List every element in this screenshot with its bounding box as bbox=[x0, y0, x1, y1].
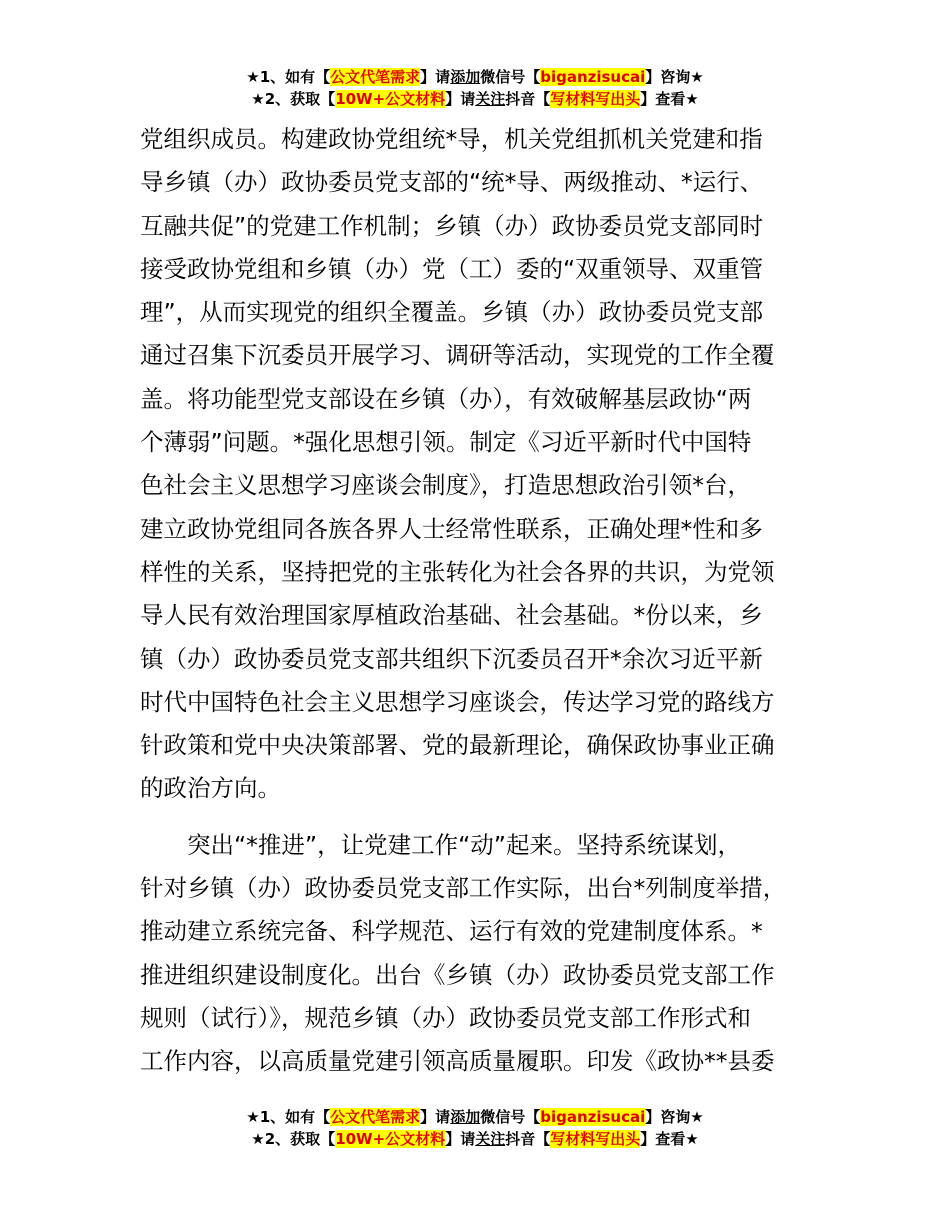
text-line: 接受政协党组和乡镇（办）党（工）委的“双重领导、双重管 bbox=[140, 254, 764, 283]
promo-underlined: 关注 bbox=[475, 90, 506, 108]
promo-highlight: 公文代笔需求 bbox=[330, 68, 421, 86]
text-line: 理”，从而实现党的组织全覆盖。乡镇（办）政协委员党支部 bbox=[140, 298, 764, 327]
text-line: 建立政协党组同各族各界人士经常性联系，正确处理*性和多 bbox=[140, 514, 763, 543]
promo-text: 】咨询★ bbox=[645, 68, 704, 86]
promo-text: 】请 bbox=[445, 1130, 476, 1148]
text-line: 的政治方向。 bbox=[140, 774, 281, 803]
promo-text: ★2、获取【 bbox=[251, 90, 336, 108]
text-line: 导乡镇（办）政协委员党支部的“统*导、两级推动、*运行、 bbox=[140, 168, 764, 197]
text-line: 推进组织建设制度化。出台《乡镇（办）政协委员党支部工作 bbox=[140, 960, 775, 989]
promo-wechat-id: biganzisucai bbox=[540, 68, 646, 86]
promo-line-2 bbox=[0, 88, 950, 110]
text-line: 样性的关系，坚持把党的主张转化为社会各界的共识，为党领 bbox=[140, 557, 775, 586]
promo-text: ★1、如有【 bbox=[246, 68, 331, 86]
promo-highlight: 10W+公文材料 bbox=[335, 90, 446, 108]
promo-text: 】咨询★ bbox=[645, 1108, 704, 1126]
text-line: 规则（试行）》，规范乡镇（办）政协委员党支部工作形式和 bbox=[140, 1003, 751, 1032]
text-line: 色社会主义思想学习座谈会制度》，打造思想政治引领*台， bbox=[140, 471, 751, 500]
bottom-promo-banner bbox=[0, 1106, 950, 1150]
text-line: 通过召集下沉委员开展学习、调研等活动，实现党的工作全覆 bbox=[140, 341, 775, 370]
promo-text: 微信号【 bbox=[480, 68, 541, 86]
document-body bbox=[140, 118, 840, 1084]
promo-text: 】查看★ bbox=[640, 1130, 699, 1148]
promo-text: ★1、如有【 bbox=[246, 1108, 331, 1126]
text-line: 镇（办）政协委员党支部共组织下沉委员召开*余次习近平新 bbox=[140, 644, 763, 673]
text-line: 互融共促”的党建工作机制；乡镇（办）政协委员党支部同时 bbox=[140, 211, 764, 240]
promo-highlight: 公文代笔需求 bbox=[330, 1108, 421, 1126]
top-promo-banner bbox=[0, 66, 950, 110]
paragraph-spacer bbox=[140, 811, 840, 824]
promo-line-2 bbox=[0, 1128, 950, 1150]
promo-underlined: 关注 bbox=[475, 1130, 506, 1148]
promo-text: 抖音【 bbox=[505, 1130, 551, 1148]
text-line: 个薄弱”问题。*强化思想引领。制定《习近平新时代中国特 bbox=[140, 428, 752, 457]
promo-text: 】请 bbox=[420, 68, 451, 86]
text-line: 针对乡镇（办）政协委员党支部工作实际，出台*列制度举措， bbox=[140, 874, 787, 903]
text-line: 导人民有效治理国家厚植政治基础、社会基础。*份以来，乡 bbox=[140, 601, 763, 630]
promo-highlight: 10W+公文材料 bbox=[335, 1130, 446, 1148]
promo-line-1 bbox=[0, 1106, 950, 1128]
promo-douyin-name: 写材料写出头 bbox=[550, 1130, 641, 1148]
promo-text: 抖音【 bbox=[505, 90, 551, 108]
text-line: 突出“*推进”，让党建工作“动”起来。坚持系统谋划， bbox=[187, 830, 741, 859]
paragraph-2 bbox=[140, 824, 840, 1084]
promo-underlined: 添加 bbox=[450, 1108, 481, 1126]
promo-text: 】请 bbox=[420, 1108, 451, 1126]
promo-douyin-name: 写材料写出头 bbox=[550, 90, 641, 108]
text-line: 针政策和党中央决策部署、党的最新理论，确保政协事业正确 bbox=[140, 731, 775, 760]
paragraph-1 bbox=[140, 118, 840, 811]
promo-line-1 bbox=[0, 66, 950, 88]
promo-text: 】请 bbox=[445, 90, 476, 108]
text-line: 党组织成员。构建政协党组统*导，机关党组抓机关党建和指 bbox=[140, 125, 763, 153]
promo-text: 】查看★ bbox=[640, 90, 699, 108]
promo-underlined: 添加 bbox=[450, 68, 481, 86]
promo-text: 微信号【 bbox=[480, 1108, 541, 1126]
text-line: 时代中国特色社会主义思想学习座谈会，传达学习党的路线方 bbox=[140, 687, 775, 716]
promo-wechat-id: biganzisucai bbox=[540, 1108, 646, 1126]
text-line: 推动建立系统完备、科学规范、运行有效的党建制度体系。* bbox=[140, 917, 763, 946]
text-line: 盖。将功能型党支部设在乡镇（办），有效破解基层政协“两 bbox=[140, 384, 752, 413]
promo-text: ★2、获取【 bbox=[251, 1130, 336, 1148]
text-line: 工作内容，以高质量党建引领高质量履职。印发《政协**县委 bbox=[140, 1047, 775, 1076]
